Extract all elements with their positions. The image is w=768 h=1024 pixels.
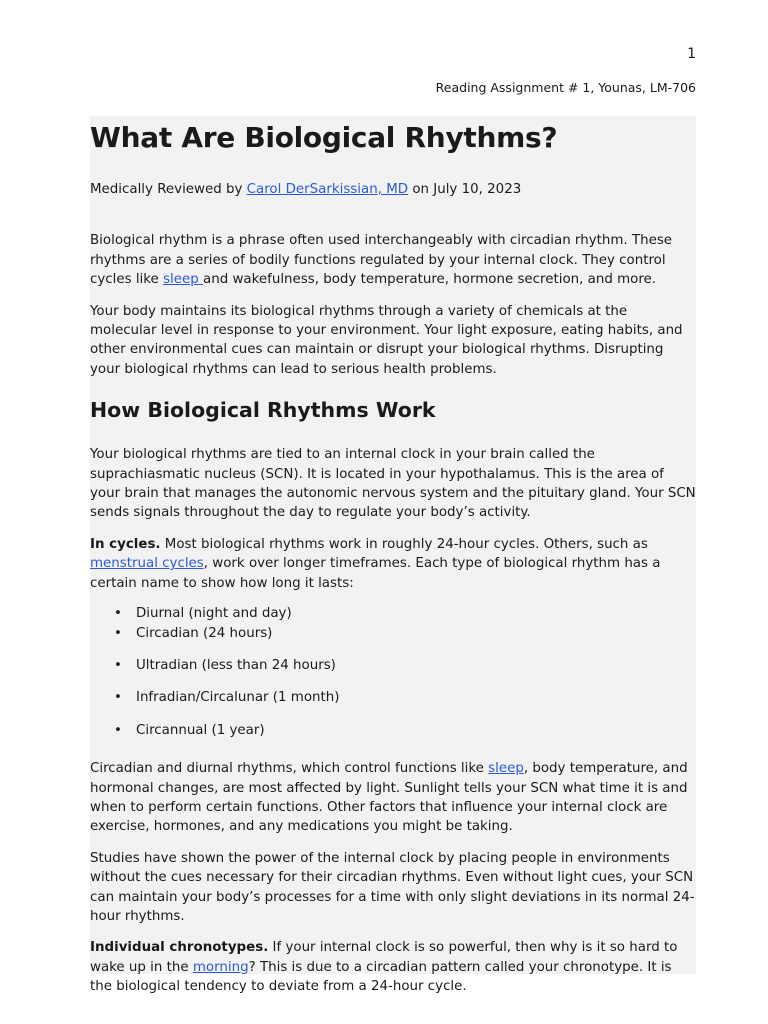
list-item-text: Diurnal (night and day)	[136, 606, 292, 622]
list-item-text: Infradian/Circalunar (1 month)	[136, 690, 340, 706]
article-body	[90, 116, 696, 997]
byline-prefix: Medically Reviewed by	[90, 182, 247, 197]
list-item-text: Ultradian (less than 24 hours)	[136, 657, 336, 673]
page-number: 1	[687, 46, 696, 62]
menstrual-cycles-link[interactable]: menstrual cycles	[90, 556, 204, 572]
light-text-after-link: , body temperature, and hormonal changes, are most affected by light. Sunlight tells your SCN what time it is and when to perform certain functions. Other factors that influence your internal clock are exercise, hormones, and any medications you might be taking.	[90, 761, 688, 835]
list-item	[90, 624, 696, 643]
chronotypes-text-before-link: If your internal clock is so powerful, then why is it so hard to wake up in the	[90, 940, 678, 975]
article-title: What Are Biological Rhythms?	[90, 121, 558, 154]
list-item	[90, 604, 696, 623]
in-cycles-paragraph	[90, 535, 696, 593]
chronotypes-label: Individual chronotypes.	[90, 940, 269, 956]
reviewer-link[interactable]: Carol DerSarkissian, MD	[246, 182, 409, 197]
in-cycles-text-after-link: , work over longer timeframes. Each type of biological rhythm has a certain name to show how long it lasts:	[90, 556, 661, 591]
bullet-icon: •	[114, 625, 122, 641]
light-paragraph	[90, 759, 696, 837]
chronotypes-text-after-link: ? This is due to a circadian pattern called your chronotype. It is the biological tendency to deviate from a 24-hour cycle.	[90, 959, 672, 995]
review-date: on July 10, 2023	[408, 182, 522, 197]
morning-link[interactable]: morning	[192, 959, 249, 975]
in-cycles-text-before-link: Most biological rhythms work in roughly 24-hour cycles. Others, such as	[160, 536, 648, 552]
list-item	[90, 656, 696, 675]
intro-text-after-link: and wakefulness, body temperature, hormone secretion, and more.	[203, 272, 657, 288]
body-paragraph: Your body maintains its biological rhythms through a variety of chemicals at the molecular level in response to your environment. Your light exposure, eating habits, and other environmental cues can maintain or disrupt your biological rhythms. Disrupting your biological rhythms can lead to serious health problems.	[90, 303, 683, 377]
list-item	[90, 688, 696, 707]
bullet-icon: •	[114, 722, 122, 738]
bullet-icon: •	[114, 606, 122, 622]
list-item-text: Circadian (24 hours)	[136, 625, 273, 641]
intro-text-before-link: Biological rhythm is a phrase often used interchangeably with circadian rhythm. These rhythms are a series of bodily functions regulated by your internal clock. They control cycles like	[90, 233, 673, 288]
sleep-link-2[interactable]: sleep	[488, 761, 524, 777]
light-text-before-link: Circadian and diurnal rhythms, which control functions like	[90, 761, 489, 777]
bullet-icon: •	[114, 657, 122, 673]
rhythm-types-list	[90, 604, 696, 740]
list-item	[90, 721, 696, 740]
studies-paragraph: Studies have shown the power of the internal clock by placing people in environments without the cues necessary for their circadian rhythms. Even without light cues, your SCN can maintain your body’s processes for a time with only slight deviations in its normal 24-hour rhythms.	[90, 850, 695, 924]
intro-paragraph	[90, 231, 696, 289]
byline	[90, 180, 696, 199]
running-header: Reading Assignment # 1, Younas, LM-706	[435, 80, 696, 95]
sleep-link[interactable]: sleep	[163, 272, 203, 288]
scn-paragraph: Your biological rhythms are tied to an internal clock in your brain called the suprachiasmatic nucleus (SCN). It is located in your hypothalamus. This is the area of your brain that manages the autonomic nervous system and the pituitary gland. Your SCN sends signals throughout the day to regulate your body’s activity.	[90, 447, 696, 521]
bullet-icon: •	[114, 690, 122, 706]
chronotypes-paragraph	[90, 938, 696, 996]
section-heading: How Biological Rhythms Work	[90, 398, 436, 423]
list-item-text: Circannual (1 year)	[136, 722, 265, 738]
in-cycles-label: In cycles.	[90, 536, 161, 552]
